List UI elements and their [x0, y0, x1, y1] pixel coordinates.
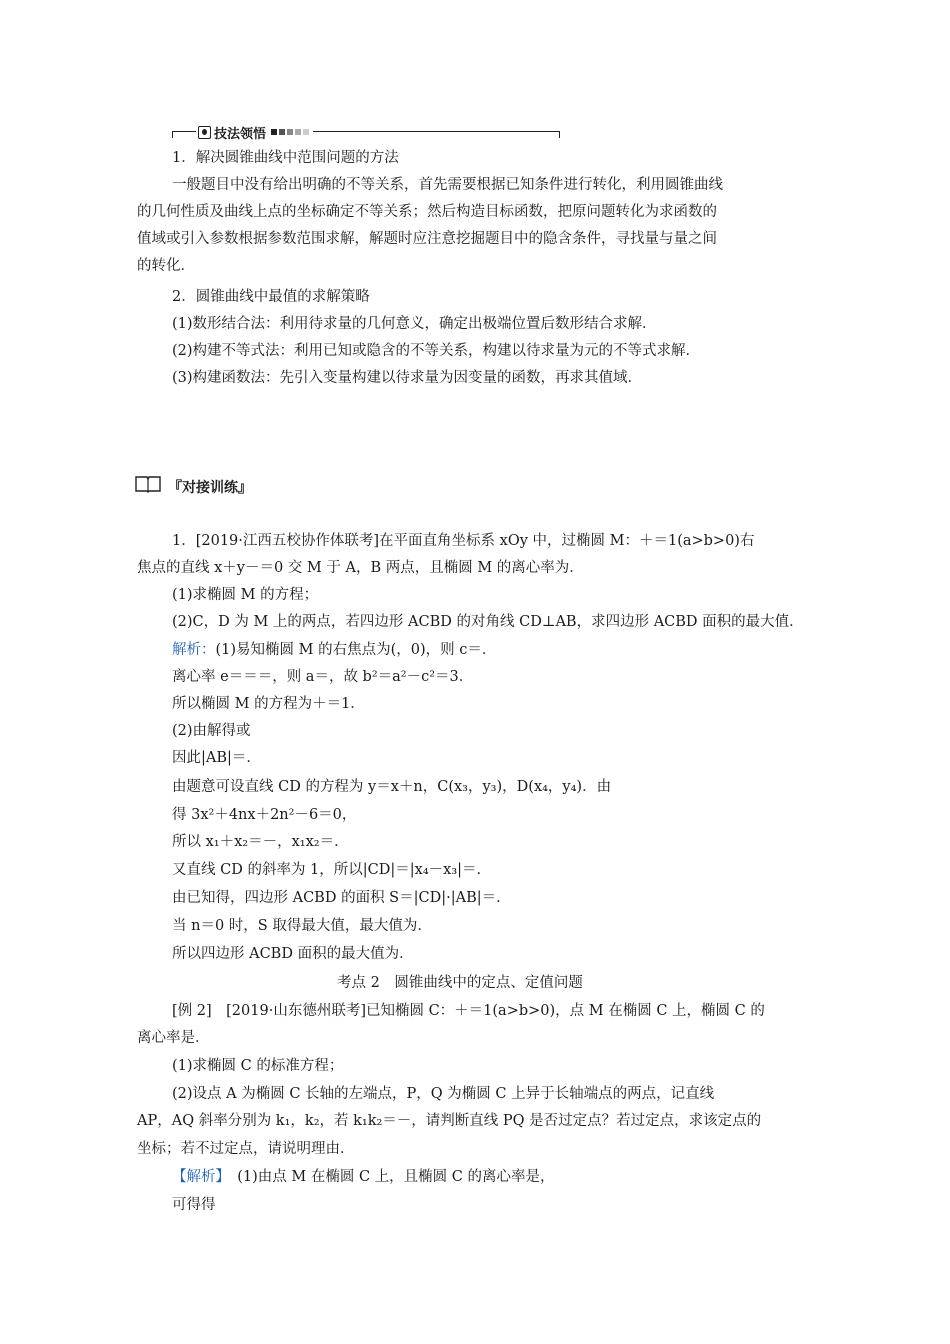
example-line-2: 离心率是． [137, 1030, 210, 1046]
skills-line-2: 一般题目中没有给出明确的不等关系，首先需要根据已知条件进行转化，利用圆锥曲线 [172, 177, 723, 193]
analysis-first-text: (1)由点 M 在椭圆 C 上，且椭圆 C 的离心率是， [222, 1169, 555, 1185]
analysis-line-1 [172, 1168, 554, 1186]
skills-line-3: 的几何性质及曲线上点的坐标确定不等关系；然后构造目标函数，把原问题转化为求函数的 [137, 204, 717, 220]
example-line-3: (1)求椭圆 C 的标准方程； [172, 1058, 344, 1074]
solution-line-8: 所以 x₁＋x₂＝－，x₁x₂＝． [172, 834, 349, 850]
banner-tick-right [559, 131, 560, 138]
problem-line-2: 焦点的直线 x＋y－＝0 交 M 于 A，B 两点，且椭圆 M 的离心率为． [137, 560, 584, 576]
skills-line-7: (1)数形结合法：利用待求量的几何意义，确定出极端位置后数形结合求解． [172, 316, 657, 332]
example-line-4: (2)设点 A 为椭圆 C 长轴的左端点，P，Q 为椭圆 C 上异于长轴端点的两点，记直线 [172, 1086, 715, 1102]
problem-line-1: 1．[2019·江西五校协作体联考]在平面直角坐标系 xOy 中，过椭圆 M：＋＝1(a>b>0)右 [172, 533, 755, 549]
example-line-5: AP，AQ 斜率分别为 k₁，k₂，若 k₁k₂＝－，请判断直线 PQ 是否过定点？若过定点，求该定点的 [137, 1113, 762, 1129]
dot-4 [295, 129, 301, 135]
solution-line-2: 离心率 e＝＝＝，则 a＝，故 b²＝a²－c²＝3． [172, 669, 474, 685]
skills-title: 技法领悟 [214, 126, 267, 142]
book-icon [134, 474, 162, 494]
banner-label [196, 124, 313, 140]
problem-line-3: (1)求椭圆 M 的方程； [172, 587, 319, 603]
kaodian-heading: 考点 2 圆锥曲线中的定点、定值问题 [337, 975, 583, 991]
skills-banner [172, 124, 560, 140]
dot-3 [287, 129, 293, 135]
solution-line-1 [172, 641, 496, 659]
dot-2 [279, 129, 285, 135]
solution-line-6: 由题意可设直线 CD 的方程为 y＝x＋n，C(x₃，y₃)，D(x₄，y₄)．由 [172, 779, 612, 795]
solution-line-11: 当 n＝0 时，S 取得最大值，最大值为． [172, 918, 432, 934]
solution-line-3: 所以椭圆 M 的方程为＋＝1． [172, 696, 365, 712]
skills-line-6: 2．圆锥曲线中最值的求解策略 [172, 289, 370, 305]
skills-line-8: (2)构建不等式法：利用已知或隐含的不等关系，构建以待求量为元的不等式求解． [172, 343, 701, 359]
problem-line-4: (2)C，D 为 M 上的两点，若四边形 ACBD 的对角线 CD⊥AB，求四边形 ACBD 面积的最大值． [172, 614, 804, 630]
solution-line-7: 得 3x²＋4nx＋2n²－6＝0， [172, 807, 357, 823]
solution-line-4: (2)由解得或 [172, 723, 251, 739]
skills-line-4: 值域或引入参数根据参数范围求解，解题时应注意挖掘题目中的隐含条件，寻找量与量之间 [137, 231, 717, 247]
banner-tick-left [172, 131, 173, 138]
solution-line-9: 又直线 CD 的斜率为 1，所以|CD|＝|x₄－x₃|＝． [172, 862, 492, 878]
solution-label: 解析： [172, 642, 216, 658]
solution-line-12: 所以四边形 ACBD 面积的最大值为． [172, 946, 414, 962]
analysis-line-2: 可得得 [172, 1197, 216, 1213]
example-line-6: 坐标；若不过定点，请说明理由． [137, 1141, 355, 1157]
dot-1 [271, 129, 277, 135]
dot-5 [303, 129, 309, 135]
skills-line-5: 的转化． [137, 258, 195, 274]
solution-line-5: 因此|AB|＝． [172, 750, 261, 766]
skills-line-1: 1．解决圆锥曲线中范围问题的方法 [172, 150, 399, 166]
analysis-label: 【解析】 [172, 1169, 223, 1185]
lamp-icon [198, 126, 211, 139]
skills-line-9: (3)构建函数法：先引入变量构建以待求量为因变量的函数，再求其值域． [172, 370, 643, 386]
example-line-1: [例 2] [2019·山东德州联考]已知椭圆 C：＋＝1(a>b>0)，点 M 在椭圆 C 上，椭圆 C 的 [172, 1003, 765, 1019]
solution-first-text: (1)易知椭圆 M 的右焦点为(，0)，则 c＝． [215, 642, 497, 658]
training-title: 『对接训练』 [168, 480, 252, 496]
progress-dots [271, 129, 309, 135]
solution-line-10: 由已知得，四边形 ACBD 的面积 S＝|CD|·|AB|＝． [172, 890, 511, 906]
